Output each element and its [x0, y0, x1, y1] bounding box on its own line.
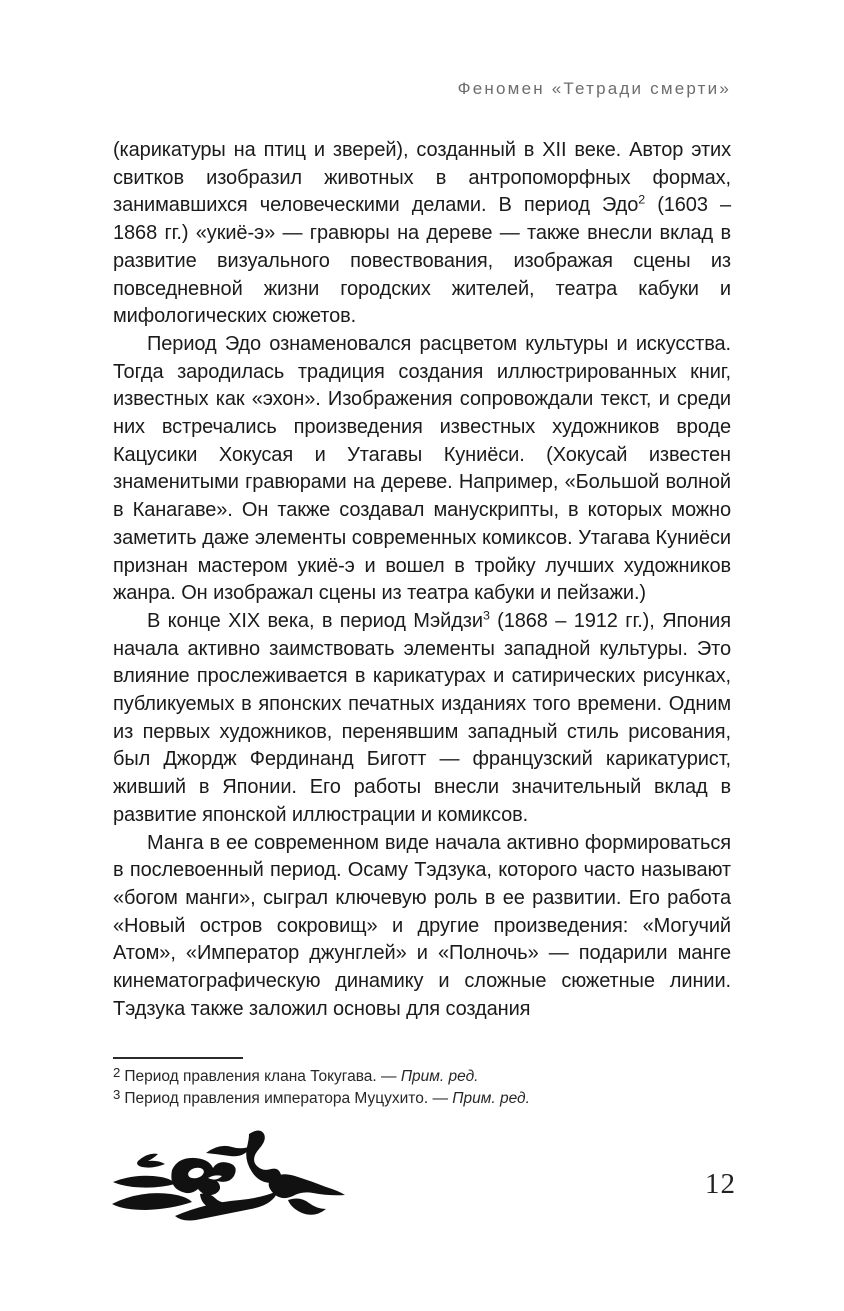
body-text: [113, 137, 731, 1024]
footnote-editor-note: Прим. ред.: [400, 1068, 479, 1085]
paragraph: [113, 331, 731, 608]
paragraph: [113, 137, 731, 331]
footnote-text: Период правления клана Токугава. —: [124, 1068, 401, 1085]
footnote-divider: [113, 1057, 243, 1059]
paragraph-text: В конце XIX века, в период Мэйдзи: [147, 609, 483, 632]
footnote: [113, 1088, 731, 1110]
paragraph: [113, 830, 731, 1024]
paragraph-text: Период Эдо ознаменовался расцветом культуры и искусства. Тогда зародилась традиция создания иллюстрированных книг, известных как «эхон». Изображения сопровождали текст, и среди них встречались произведения известных художников вроде Кацусики Хокусая и Утагавы Куниёси. (Хокусай известен знаменитыми гравюрами на дереве. Например, «Большой волной в Канагаве». Он также создавал манускрипты, в которых можно заметить даже элементы современных комиксов. Утагава Куниёси признан мастером укиё-э и вошел в тройку лучших художников жанра. Он изображал сцены из театра кабуки и пейзажи.): [113, 332, 731, 605]
paragraph-text: (карикатуры на птиц и зверей), созданный в XII веке. Автор этих свитков изобразил животных в антропоморфных формах, занимавшихся человеческими делами. В период Эдо: [113, 139, 731, 217]
paragraph-text: Манга в ее современном виде начала активно формироваться в послевоенный период. Осаму Тэдзука, которого часто называют «богом манги», сыграл ключевую роль в ее развитии. Его работа «Новый остров сокровищ» и другие произведения: «Могучий Атом», «Император джунглей» и «Полночь» — подарили манге кинематографическую динамику и сложные сюжетные линии. Тэдзука также заложил основы для создания: [113, 831, 731, 1020]
footnote-ref-3: 3: [482, 608, 490, 623]
page-number: 12: [705, 1168, 736, 1200]
running-header: Феномен «Тетради смерти»: [457, 79, 731, 98]
paragraph: [113, 608, 731, 830]
paragraph-text: (1868 – 1912 гг.), Япония начала активно заимствовать элементы западной культуры. Это влияние прослеживается в карикатурах и сатирических рисунках, публикуемых в японских печатных изданиях того времени. Одним из первых художников, перенявшим западный стиль рисования, был Джордж Фердинанд Биготт — французский карикатурист, живший в Японии. Его работы внесли значительный вклад в развитие японской иллюстрации и комиксов.: [113, 609, 731, 826]
footnote-text: Период правления императора Муцухито. —: [124, 1090, 453, 1107]
ink-brush-vignette: [112, 1130, 347, 1226]
footnote-marker: 2: [113, 1065, 121, 1080]
footnote-editor-note: Прим. ред.: [452, 1090, 530, 1107]
footnote-ref-2: 2: [638, 192, 646, 207]
footnote-marker: 3: [113, 1087, 121, 1102]
footnote-block: [113, 1057, 731, 1110]
paragraph-text: (1603 – 1868 гг.) «укиё-э» — гравюры на дереве — также внесли вклад в развитие визуального повествования, изображая сцены из повседневной жизни городских жителей, театра кабуки и мифологических сюжетов.: [113, 194, 731, 328]
footnote: [113, 1066, 731, 1088]
